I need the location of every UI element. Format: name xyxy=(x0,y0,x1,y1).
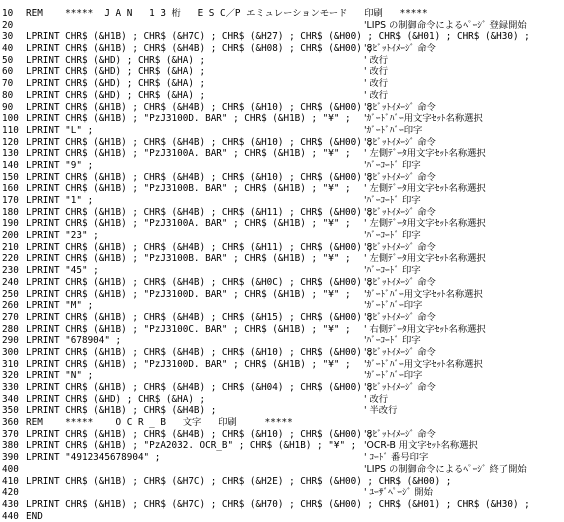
code-statement: REM ***** J A N 1 3 桁 E S C／P エミュレーションモード 印刷 ***** xyxy=(26,8,428,19)
code-comment: '8ﾋﾞｯﾄｲﾒｰｼﾞ 命令 xyxy=(364,136,436,148)
code-line xyxy=(0,511,564,522)
code-comment: 'ﾊﾞｰｺｰﾄﾞ 印字 xyxy=(364,265,421,277)
code-statement: LPRINT CHR$ (&HD) ; CHR$ (&HA) ; xyxy=(26,393,206,405)
code-comment: '8ﾋﾞｯﾄｲﾒｰｼﾞ 命令 xyxy=(364,241,436,253)
code-statement: LPRINT CHR$ (&H1B) ; CHR$ (&H4B) ; CHR$ (&H11) ; CHR$ (&H00) ; xyxy=(26,206,374,218)
code-line xyxy=(0,347,564,359)
code-statement: LPRINT "L" ; xyxy=(26,124,94,136)
code-line xyxy=(0,476,564,488)
code-statement: LPRINT "M" ; xyxy=(26,300,94,312)
line-number: 290 xyxy=(2,335,19,347)
line-number: 260 xyxy=(2,300,19,312)
code-statement: LPRINT CHR$ (&HD) ; CHR$ (&HA) ; xyxy=(26,89,206,101)
code-comment: 'ｶﾞｰﾄﾞﾊﾞｰ用文字ｾｯﾄ名称選択 xyxy=(364,113,483,125)
line-number: 410 xyxy=(2,475,19,487)
code-statement: LPRINT CHR$ (&H1B) ; CHR$ (&H4B) ; xyxy=(26,405,217,417)
line-number: 330 xyxy=(2,382,19,393)
code-comment: 'ﾊﾞｰｺｰﾄﾞ 印字 xyxy=(364,230,421,242)
line-number: 130 xyxy=(2,148,19,160)
line-number: 360 xyxy=(2,417,19,429)
code-line xyxy=(0,300,564,312)
line-number: 300 xyxy=(2,346,19,358)
line-number: 10 xyxy=(2,8,14,19)
line-number: 200 xyxy=(2,230,19,242)
code-statement: LPRINT CHR$ (&H1B) ; CHR$ (&H4B) ; CHR$ (&H10) ; CHR$ (&H00) ; xyxy=(26,346,374,358)
line-number: 150 xyxy=(2,171,19,183)
code-comment: ' 左側ﾃﾞｰﾀ用文字ｾｯﾄ名称選択 xyxy=(364,148,486,160)
line-number: 160 xyxy=(2,183,19,195)
code-statement: LPRINT CHR$ (&H1B) ; CHR$ (&H4B) ; CHR$ (&H11) ; CHR$ (&H00) ; xyxy=(26,241,374,253)
code-comment: 'ﾊﾞｰｺｰﾄﾞ 印字 xyxy=(364,159,421,171)
code-line xyxy=(0,183,564,195)
line-number: 400 xyxy=(2,463,19,475)
code-comment: '8ﾋﾞｯﾄｲﾒｰｼﾞ 命令 xyxy=(364,43,436,55)
program-listing xyxy=(0,8,564,522)
code-line xyxy=(0,405,564,417)
code-line xyxy=(0,113,564,125)
code-line xyxy=(0,370,564,382)
code-comment: 'ﾊﾞｰｺｰﾄﾞ 印字 xyxy=(364,335,421,347)
code-comment: '8ﾋﾞｯﾄｲﾒｰｼﾞ 命令 xyxy=(364,101,436,113)
code-line xyxy=(0,125,564,137)
code-comment: 'ｶﾞｰﾄﾞﾊﾞｰ用文字ｾｯﾄ名称選択 xyxy=(364,358,483,370)
code-comment: '8ﾋﾞｯﾄｲﾒｰｼﾞ 命令 xyxy=(364,346,436,358)
code-statement: LPRINT "23" ; xyxy=(26,230,99,242)
line-number: 340 xyxy=(2,393,19,405)
code-statement: LPRINT CHR$ (&HD) ; CHR$ (&HA) ; xyxy=(26,66,206,78)
code-comment: 'ｶﾞｰﾄﾞﾊﾞｰ印字 xyxy=(364,124,423,136)
code-line xyxy=(0,55,564,67)
code-comment: '8ﾋﾞｯﾄｲﾒｰｼﾞ 命令 xyxy=(364,428,436,440)
code-comment: ' ﾕｰｻﾞﾍﾟｰｼﾞ 開始 xyxy=(364,487,433,499)
line-number: 190 xyxy=(2,218,19,230)
line-number: 50 xyxy=(2,54,14,66)
code-line xyxy=(0,102,564,114)
code-line xyxy=(0,265,564,277)
code-line xyxy=(0,8,564,20)
code-statement: REM ***** O C R _ B 文字 印刷 ***** xyxy=(26,417,293,429)
code-statement: LPRINT CHR$ (&HD) ; CHR$ (&HA) ; xyxy=(26,78,206,90)
code-comment: '8ﾋﾞｯﾄｲﾒｰｼﾞ 命令 xyxy=(364,171,436,183)
code-line xyxy=(0,242,564,254)
line-number: 320 xyxy=(2,370,19,382)
code-statement: LPRINT "1" ; xyxy=(26,195,94,206)
code-comment: ' 改行 xyxy=(364,54,389,66)
code-line xyxy=(0,78,564,90)
line-number: 280 xyxy=(2,323,19,335)
code-comment: ' 左側ﾃﾞｰﾀ用文字ｾｯﾄ名称選択 xyxy=(364,218,486,230)
code-comment: ' 改行 xyxy=(364,78,389,90)
code-comment: 'ｶﾞｰﾄﾞﾊﾞｰ印字 xyxy=(364,370,423,382)
code-line xyxy=(0,277,564,289)
line-number: 30 xyxy=(2,31,14,43)
line-number: 390 xyxy=(2,452,19,464)
code-comment: ' 左側ﾃﾞｰﾀ用文字ｾｯﾄ名称選択 xyxy=(364,253,486,265)
line-number: 240 xyxy=(2,276,19,288)
code-statement: LPRINT "45" ; xyxy=(26,265,99,277)
line-number: 180 xyxy=(2,206,19,218)
code-line xyxy=(0,289,564,301)
code-comment: '8ﾋﾞｯﾄｲﾒｰｼﾞ 命令 xyxy=(364,206,436,218)
code-line xyxy=(0,66,564,78)
code-statement: LPRINT CHR$ (&H1B) ; CHR$ (&H7C) ; CHR$ (&H70) ; CHR$ (&H00) ; CHR$ (&H01) ; CHR$ (&H30) ; xyxy=(26,498,530,510)
code-line xyxy=(0,218,564,230)
code-comment: 'LIPS の制御命令によるﾍﾟｰｼﾞ 登録開始 xyxy=(364,19,527,31)
code-line xyxy=(0,452,564,464)
code-statement: LPRINT "678904" ; xyxy=(26,335,122,347)
code-comment: ' 改行 xyxy=(364,89,389,101)
code-line xyxy=(0,43,564,55)
code-statement: LPRINT CHR$ (&H1B) ; "PzJ3100A. BAR" ; CHR$ (&H1B) ; "¥" ; xyxy=(26,148,351,160)
code-statement: LPRINT "4912345678904" ; xyxy=(26,452,161,464)
code-statement: LPRINT CHR$ (&H1B) ; CHR$ (&H4B) ; CHR$ (&H08) ; CHR$ (&H00) ; xyxy=(26,43,374,55)
code-line xyxy=(0,464,564,476)
line-number: 440 xyxy=(2,510,19,522)
line-number: 270 xyxy=(2,311,19,323)
code-line xyxy=(0,31,564,43)
code-line xyxy=(0,20,564,32)
line-number: 230 xyxy=(2,265,19,277)
line-number: 140 xyxy=(2,159,19,171)
code-statement: LPRINT CHR$ (&H1B) ; "PzJ3100D. BAR" ; CHR$ (&H1B) ; "¥" ; xyxy=(26,358,351,370)
code-comment: '8ﾋﾞｯﾄｲﾒｰｼﾞ 命令 xyxy=(364,311,436,323)
line-number: 170 xyxy=(2,195,19,206)
code-line xyxy=(0,172,564,184)
code-line xyxy=(0,499,564,511)
code-comment: ' 右側ﾃﾞｰﾀ用文字ｾｯﾄ名称選択 xyxy=(364,323,486,335)
code-statement: LPRINT CHR$ (&H1B) ; CHR$ (&H4B) ; CHR$ (&H04) ; CHR$ (&H00) ; xyxy=(26,382,374,393)
code-statement: LPRINT CHR$ (&H1B) ; "PzJ3100D. BAR" ; CHR$ (&H1B) ; "¥" ; xyxy=(26,288,351,300)
code-comment: '8ﾋﾞｯﾄｲﾒｰｼﾞ 命令 xyxy=(364,276,436,288)
code-statement: LPRINT CHR$ (&H1B) ; "PzA2032. OCR_B" ; CHR$ (&H1B) ; "¥" ; xyxy=(26,440,357,452)
code-statement: LPRINT CHR$ (&HD) ; CHR$ (&HA) ; xyxy=(26,54,206,66)
line-number: 420 xyxy=(2,487,19,499)
code-statement: LPRINT CHR$ (&H1B) ; CHR$ (&H4B) ; CHR$ (&H0C) ; CHR$ (&H00) ; xyxy=(26,276,374,288)
line-number: 40 xyxy=(2,43,14,55)
line-number: 110 xyxy=(2,124,19,136)
code-line xyxy=(0,148,564,160)
line-number: 370 xyxy=(2,428,19,440)
line-number: 120 xyxy=(2,136,19,148)
code-statement: LPRINT CHR$ (&H1B) ; CHR$ (&H4B) ; CHR$ (&H10) ; CHR$ (&H00) ; xyxy=(26,428,374,440)
code-comment: ' 半改行 xyxy=(364,405,398,417)
code-comment: '8ﾋﾞｯﾄｲﾒｰｼﾞ 命令 xyxy=(364,382,436,393)
code-comment: ' 改行 xyxy=(364,66,389,78)
line-number: 210 xyxy=(2,241,19,253)
code-line xyxy=(0,312,564,324)
code-statement: END xyxy=(26,510,43,522)
code-statement: LPRINT CHR$ (&H1B) ; CHR$ (&H4B) ; CHR$ (&H10) ; CHR$ (&H00) ; xyxy=(26,136,374,148)
code-line xyxy=(0,137,564,149)
code-line xyxy=(0,253,564,265)
code-line xyxy=(0,335,564,347)
line-number: 20 xyxy=(2,19,14,31)
line-number: 310 xyxy=(2,358,19,370)
code-line xyxy=(0,230,564,242)
code-comment: 'ｶﾞｰﾄﾞﾊﾞｰ用文字ｾｯﾄ名称選択 xyxy=(364,288,483,300)
code-line xyxy=(0,487,564,499)
code-comment: 'OCR-B 用文字ｾｯﾄ名称選択 xyxy=(364,440,478,452)
line-number: 100 xyxy=(2,113,19,125)
code-comment: 'LIPS の制御命令によるﾍﾟｰｼﾞ 終了開始 xyxy=(364,463,527,475)
code-line xyxy=(0,440,564,452)
code-statement: LPRINT CHR$ (&H1B) ; CHR$ (&H4B) ; CHR$ (&H15) ; CHR$ (&H00) ; xyxy=(26,311,374,323)
code-line xyxy=(0,382,564,394)
code-statement: LPRINT CHR$ (&H1B) ; "PzJ3100B. BAR" ; CHR$ (&H1B) ; "¥" ; xyxy=(26,183,351,195)
code-statement: LPRINT CHR$ (&H1B) ; "PzJ3100B. BAR" ; CHR$ (&H1B) ; "¥" ; xyxy=(26,253,351,265)
code-statement: LPRINT CHR$ (&H1B) ; CHR$ (&H4B) ; CHR$ (&H10) ; CHR$ (&H00) ; xyxy=(26,101,374,113)
code-comment: 'ﾊﾞｰｺｰﾄﾞ 印字 xyxy=(364,195,421,206)
code-line xyxy=(0,429,564,441)
code-line xyxy=(0,394,564,406)
code-statement: LPRINT CHR$ (&H1B) ; CHR$ (&H7C) ; CHR$ (&H27) ; CHR$ (&H00) ; CHR$ (&H01) ; CHR$ (&H30) ; xyxy=(26,31,530,43)
line-number: 80 xyxy=(2,89,14,101)
code-statement: LPRINT CHR$ (&H1B) ; CHR$ (&H7C) ; CHR$ (&H2E) ; CHR$ (&H00) ; CHR$ (&H00) ; xyxy=(26,475,452,487)
line-number: 380 xyxy=(2,440,19,452)
line-number: 60 xyxy=(2,66,14,78)
code-comment: ' 左側ﾃﾞｰﾀ用文字ｾｯﾄ名称選択 xyxy=(364,183,486,195)
code-statement: LPRINT CHR$ (&H1B) ; "PzJ3100D. BAR" ; CHR$ (&H1B) ; "¥" ; xyxy=(26,113,351,125)
line-number: 430 xyxy=(2,498,19,510)
code-comment: ' ｺｰﾄﾞ 番号印字 xyxy=(364,452,429,464)
code-statement: LPRINT CHR$ (&H1B) ; "PzJ3100A. BAR" ; CHR$ (&H1B) ; "¥" ; xyxy=(26,218,351,230)
line-number: 90 xyxy=(2,101,14,113)
code-statement: LPRINT "N" ; xyxy=(26,370,94,382)
code-statement: LPRINT CHR$ (&H1B) ; CHR$ (&H4B) ; CHR$ (&H10) ; CHR$ (&H00) ; xyxy=(26,171,374,183)
code-line xyxy=(0,90,564,102)
line-number: 70 xyxy=(2,78,14,90)
code-statement: LPRINT CHR$ (&H1B) ; "PzJ3100C. BAR" ; CHR$ (&H1B) ; "¥" ; xyxy=(26,323,351,335)
line-number: 220 xyxy=(2,253,19,265)
code-line xyxy=(0,417,564,429)
code-comment: 'ｶﾞｰﾄﾞﾊﾞｰ印字 xyxy=(364,300,423,312)
line-number: 350 xyxy=(2,405,19,417)
code-line xyxy=(0,359,564,371)
line-number: 250 xyxy=(2,288,19,300)
code-line xyxy=(0,207,564,219)
code-line xyxy=(0,324,564,336)
code-comment: ' 改行 xyxy=(364,393,389,405)
code-line xyxy=(0,195,564,207)
code-statement: LPRINT "9" ; xyxy=(26,159,94,171)
code-line xyxy=(0,160,564,172)
